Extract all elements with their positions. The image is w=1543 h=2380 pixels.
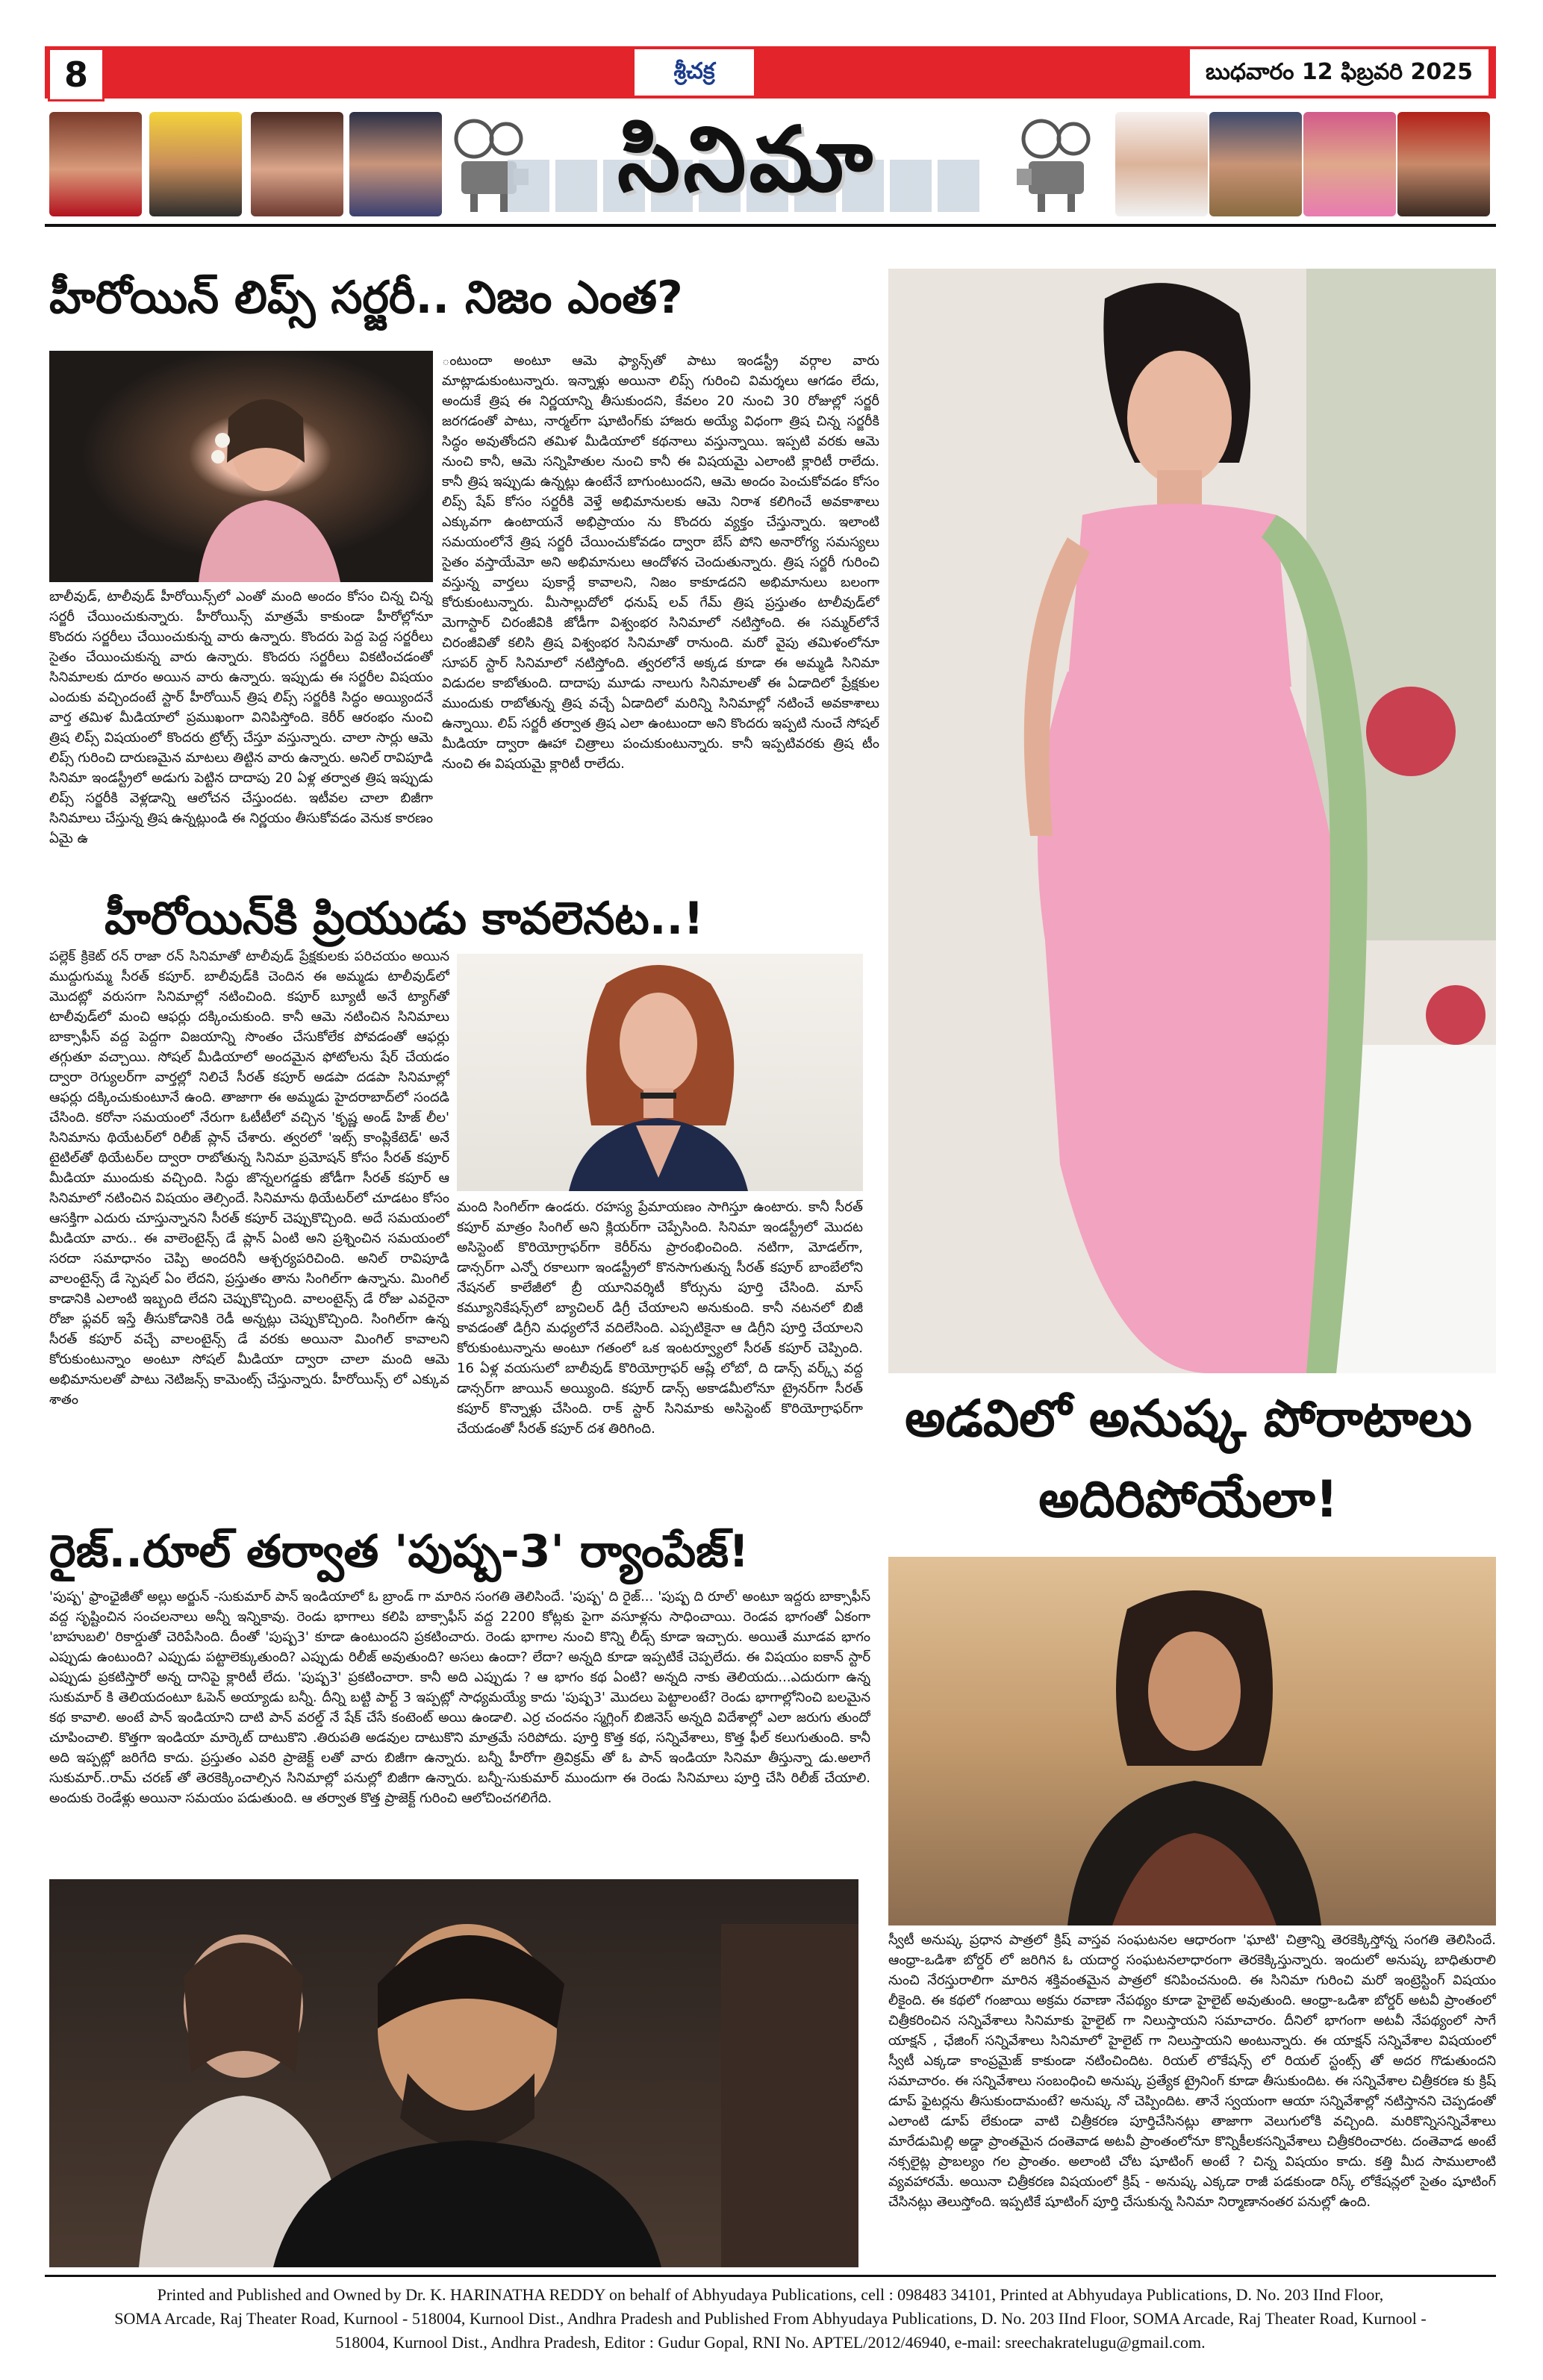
imprint-footer <box>45 2275 1496 2373</box>
issue-date: బుధవారం 12 ఫిబ్రవరి 2025 <box>1190 49 1489 96</box>
page-number: 8 <box>48 48 105 101</box>
anushka-ghaati-photo <box>888 1557 1496 1925</box>
header-divider <box>45 224 1496 227</box>
banner-portrait-5 <box>1115 112 1208 216</box>
imprint-line-3: 518004, Kurnool Dist., Andhra Pradesh, Editor : Gudur Gopal, RNI No. APTEL/2012/46940, e-mail: sreechakratelugu@gmail.com. <box>335 2333 1206 2352</box>
article2-column1: పల్లెక్ క్రికెట్ రన్ రాజా రన్ సినిమాతో టాలీవుడ్ ప్రేక్షకులకు పరిచయం అయిన ముద్దుగుమ్మ సీరత్ కపూర్. బాలీవుడ్‌కి చెందిన ఈ అమ్మడు టాలీవుడ్‌లో మొదట్లో వరుసగా సినిమాల్లో నటించింది. కపూర్ బ్యూటీ అనే ట్యాగ్‌తో టాలీవుడ్‌లో మంచి ఆఫర్లు దక్కించుకుంది. కానీ ఆమె నటించిన సినిమాలు బాక్సాఫీస్ వద్ద పెద్దగా విజయాన్ని సొంతం చేసుకోలేక పోవడంతో ఆఫర్లు తగ్గుతూ వచ్చాయి. సోషల్ మీడియాలో అందమైన ఫోటోలను షేర్ చేయడం ద్వారా రెగ్యులర్‌గా వార్తల్లో నిలిచే సీరత్ కపూర్ అడపా దడపా సినిమాల్లో ఆఫర్లు దక్కించుకుంటూనే ఉంది. తాజాగా ఈ అమ్మడు హైదరాబాద్‌లో సందడి చేసింది. కరోనా సమయంలో నేరుగా ఓటీటీలో వచ్చిన 'కృష్ణ అండ్ హిజ్ లీల' సినిమాను థియేటర్‌లో రిలీజ్ ప్లాన్ చేశారు. త్వరలో 'ఇట్స్ కాంప్లికేటెడ్' అనే టైటిల్‌తో థియేటర్‌ల ద్వారా రాబోతున్న సినిమా ప్రమోషన్ కోసం సీరత్ కపూర్ మీడియా ముందుకు వచ్చింది. సిద్ధు జొన్నలగడ్డకు జోడీగా సీరత్ కపూర్ ఆ సినిమాలో నటించిన విషయం తెల్సిందే. సినిమాను థియేటర్‌లో చూడటం కోసం ఆసక్తిగా ఎదురు చూస్తున్నానని సీరత్ కపూర్ చెప్పుకొచ్చింది. అదే సమయంలో మీడియా వారు.. ఈ వాలెంటైన్స్ డే ప్లాన్ ఏంటి అని ప్రశ్నించిన సమయంలో సరదా సమాధానం చెప్పి అందరినీ ఆశ్చర్యపరిచింది. అనిల్ రావిపూడి వాలంటైన్స్ డే స్పెషల్ ఏం లేదని, ప్రస్తుతం తాను సింగిల్‌గా ఉన్నాను. మింగిల్ కాడానికి ఎలాంటి ఇబ్బంది లేదని చెప్పుకొచ్చింది. వాలంటైన్స్ డే రోజు ఎవరైనా రోజా ఫ్లవర్ ఇస్తే తీసుకోడానికి రెడీ అన్నట్లు చెప్పుకొచ్చింది. సింగిల్‌గా ఉన్న సీరత్ కపూర్ వచ్చే వాలంటైన్స్ డే వరకు అయినా మింగిల్ కావాలని కోరుకుంటున్నాం అంటూ సోషల్ మీడియా ద్వారా చాలా మంది ఆమె అభిమానులతో పాటు నెటిజన్స్ కామెంట్స్ చేస్తున్నారు. హీరోయిన్స్ లో ఎక్కువ శాతం <box>49 949 449 1408</box>
article1-column2: ంటుందా అంటూ ఆమె ఫ్యాన్స్‌తో పాటు ఇండస్ట్రీ వర్గాల వారు మాట్లాడుకుంటున్నారు. ఇన్నాళ్లు అయినా లిప్స్ గురించి విమర్శలు ఆగడం లేదు, అందుకే త్రిష ఈ నిర్ణయాన్ని తీసుకుందని, కేవలం 20 నుంచి 30 రోజుల్లో సర్జరీ జరగడంతో పాటు, నార్మల్‌గా షూటింగ్‌కు హాజరు అయ్యే విధంగా త్రిష చిన్న సర్జరీకి సిద్ధం అవుతోందని తమిళ మీడియాలో కథనాలు వస్తున్నాయి. ఇప్పటి వరకు ఆమె నుంచి కానీ, ఆమె సన్నిహితుల నుంచి కానీ ఈ విషయమై ఎలాంటి క్లారిటీ రాలేదు. కానీ త్రిష ఇప్పుడు ఉన్నట్లు ఉంటేనే బాగుంటుందని, ఆమె అందం పెంచుకోవడం కోసం లిప్స్ షేప్ కోసం సర్జరీకి వెళ్తే అభిమానులకు ఆమె నిరాశ కలిగించే అవకాశాలు ఎక్కువగా ఉంటాయనే అభిప్రాయం ను కొందరు వ్యక్తం చేస్తున్నారు. ఇలాంటి సమయంలోనే త్రిష సర్జరీ చేయించుకోవడం ద్వారా బేస్ పోని అనారోగ్య సమస్యలు సైతం వస్తాయేమో అని అభిమానులు ఆందోళన చెందుతున్నారు. త్రిష సర్జరీ గురించి వస్తున్న వార్తలు పుకార్లే కావాలని, నిజం కాకూడదని అభిమానులు బలంగా కోరుకుంటున్నారు. మీసాల్లుదోలో ధనుష్ లవ్ గేమ్ త్రిష ప్రస్తుతం టాలీవుడ్‌లో మెగాస్టార్ చిరంజీవికి జోడీగా విశ్వంభర సినిమాలో నటిస్తోంది. ఈ సమ్మర్‌లోనే చిరంజీవితో కలిసి త్రిష విశ్వంభర సినిమాతో రానుంది. మరో వైపు తమిళంలోనూ సూపర్ స్టార్ సినిమాలో నటిస్తోంది. త్వరలోనే అక్కడ కూడా ఈ అమ్మడి సినిమా విడుదల కాబోతుంది. దాదాపు మూడు నాలుగు సినిమాలతో ఈ ఏడాదిలో ప్రేక్షకుల ముందుకు రాబోతున్న త్రిష వచ్చే ఏడాదిలో మరిన్ని సినిమాల్లో నటించే అవకాశాలు ఉన్నాయి. లిప్ సర్జరీ తర్వాత త్రిష ఎలా ఉంటుందా అని కొందరు ఇప్పటి నుంచే సోషల్ మీడియా ద్వారా ఊహా చిత్రాలు పంచుకుంటున్నారు. కానీ ఇప్పటివరకు త్రిష టీం నుంచి ఈ విషయమై క్లారిటీ రాలేదు. <box>442 353 879 772</box>
banner-portrait-2 <box>149 112 242 216</box>
newspaper-logo: శ్రీచక్ర <box>635 49 754 96</box>
banner-portrait-7 <box>1303 112 1396 216</box>
trisha-photo <box>49 351 433 582</box>
article4-body: స్వీటీ అనుష్క ప్రధాన పాత్రలో క్రిష్ వాస్తవ సంఘటనల ఆధారంగా 'ఘాటి' చిత్రాన్ని తెరకెక్కిస్తోన్న సంగతి తెలిసిందే. ఆంధ్రా-ఒడిశా బోర్డర్ లో జరిగిన ఓ యదార్ధ సంఘటనలాధారంగా తెరకెక్కిస్తున్నారు. ఇందులో అనుష్క బాధితురాలి నుంచి నేరస్తురాలిగా మారిన శక్తివంతమైన పాత్రలో కనిపించనుంది. ఈ సినిమా గురించి మరో ఇంట్రెస్టింగ్ విషయం లీకైంది. ఈ కథలో గంజాయి అక్రమ రవాణా నేపథ్యం కూడా హైలైట్ అవుతుంది. ఆంధ్రా-ఒడిశా బోర్డర్ అటవీ ప్రాంతంలో చిత్రీకరించిన సన్నివేశాలు సినిమాకు హైలైట్ గా నిలుస్తాయని సమాచారం. దీనిలో భాగంగా అటవీ నేపథ్యంలో సాగే యాక్షన్ , ఛేజింగ్ సన్నివేశాలు సినిమాలో హైలైట్ గా నిలుస్తాయని అంటున్నారు. ఈ యాక్షన్ సన్నివేశాల విషయంలో స్వీటీ ఎక్కడా కాంప్రమైజ్ కాకుండా నటించిందిట. రియల్ లొకేషన్స్ లో రియల్ స్టంట్స్ తో అదర గొడుతుందని సమాచారం. ఈ సన్నివేశాలు సంబంధించి అనుష్క ప్రత్యేక ట్రైనింగ్ కూడా తీసుకుందిట. ఈ సన్నివేశాల చిత్రీకరణ కు క్రిష్ డూప్ ఫైటర్లను తీసుకుందామంటే? అనుష్క నో చెప్పిందిట. తానే స్వయంగా ఆయా సన్నివేశాల్లో నటిస్తానని చెప్పడంతో ఎలాంటి డూప్ లేకుండా వాటి చిత్రీకరణ పూర్తిచేసినట్లు తాజాగా వెలుగులోకి వచ్చింది. మరికొన్నిసన్నివేశాలు మారేడుమిల్లి అడ్డా ప్రాంతమైన దంతెవాడ అటవీ ప్రాంతంలోనూ కొన్నికీలకసన్నివేశాలు చిత్రీకరించారట. దంతెవాడ అంటే నక్సలైట్ల ప్రాబల్యం గల ప్రాంతం. అలాంటి చోట షూటింగ్ అంటే ? చిన్న విషయం కాదు. కత్తి మీద సాములాంటి వ్యవహారమే. అయినా చిత్రీకరణ విషయంలో క్రిష్ - అనుష్క ఎక్కడా రాజీ పడకుండా రిస్క్ లోకేషన్లలో సైతం షూటింగ్ చేసినట్లు తెలుస్తోంది. ఇప్పటికే షూటింగ్ పూర్తి చేసుకున్న సినిమా నిర్మాణానంతర పనుల్లో ఉంది. <box>888 1932 1496 2210</box>
banner-portrait-1 <box>49 112 142 216</box>
article4-headline-line2: అదిరిపోయేలా! <box>1038 1470 1338 1529</box>
article3-headline: రైజ్..రూల్ తర్వాత 'పుష్ప-3' ర్యాంపేజ్! <box>49 1525 749 1578</box>
banner-portrait-3 <box>251 112 343 216</box>
allu-arjun-photo <box>49 1879 858 2267</box>
imprint-line-1: Printed and Published and Owned by Dr. K. HARINATHA REDDY on behalf of Abhyudaya Publications, cell : 098483 34101, Printed at Abhyudaya Publications, D. No. 203 IInd Floor, <box>157 2285 1384 2304</box>
imprint-line-2: SOMA Arcade, Raj Theater Road, Kurnool - 518004, Kurnool Dist., Andhra Pradesh and Published From Abhyudaya Publications, D. No. 203 IInd Floor, SOMA Arcade, Raj Theater Road, Kurnool - <box>114 2309 1427 2328</box>
article1-headline: హీరోయిన్ లిప్స్ సర్జరీ.. నిజం ఎంత? <box>49 272 683 324</box>
banner-portrait-8 <box>1397 112 1490 216</box>
banner-portrait-6 <box>1209 112 1302 216</box>
banner-portrait-4 <box>349 112 442 216</box>
article3-body: 'పుష్ప' ఫ్రాంఛైజీతో అల్లు అర్జున్ -సుకుమార్ పాన్ ఇండియాలో ఓ బ్రాండ్ గా మారిన సంగతి తెలిసిందే. 'పుష్ప' ది రైజ్... 'పుష్ప ది రూల్' అంటూ ఇద్దరు బాక్సాఫీస్ వద్ద సృష్టించిన సంచలనాలు అన్నీ ఇన్నికావు. రెండు భాగాలు కలిపి బాక్సాఫీస్ వద్ద 2200 కోట్లకు పైగా వసూళ్లను సాధించాయి. రెండవ భాగంతో ఏకంగా 'బాహుబలి' రికార్డుతో చెరిపేసింది. దీంతో 'పుష్ప3' కూడా ఉంటుందని ప్రకటించారు. రెండు భాగాల నుంచి కొన్ని లీడ్స్ కూడా ఇచ్చారు. అయితే మూడవ భాగం ఎప్పుడు ఉంటుంది? ఎప్పుడు పట్టాలెక్కుతుంది? ఎప్పుడు రిలీజ్ అవుతుంది? అసలు ఉందా? లేదా? అన్నది కూడా ఇప్పటికే చెప్పలేదు. ఈ విషయం ఐకాన్ స్టార్ ఎప్పుడు ప్రకటిస్తారో అన్న దానిపై క్లారిటీ లేదు. 'పుష్ప3' ప్రకటించారా. కానీ అది ఎప్పుడు ? ఆ భాగం కథ ఏంటి? అన్నది నాకు తెలియదు...ఎదురుగా ఉన్న సుకుమార్ కి తెలియదంటూ ఓపెన్ అయ్యాడు బన్నీ. దీన్ని బట్టి పార్ట్ 3 ఇప్పట్లో సాధ్యమయ్యే కాదు 'పుష్ప3' మొదలు పెట్టాలంటే? రెండు భాగాల్లోనించి బలమైన కథ కావాలి. అంటే పాన్ ఇండియాని దాటి పాన్ వరల్డ్ నే షేక్ చేసే కంటెంట్ అయి ఉండాలి. ఎర్ర చందనం స్మగ్లింగ్ బిజినెస్ అన్నది విదేశాల్లో ఎలా జరుగు తుందో చూపించాలి. కొత్తగా ఇండియా మార్కెట్ దాటుకొని .తిరుపతి అడవుల దాటుకొని మాత్రమే సరిపోదు. పూర్తి కొత్త కథ, సన్నివేశాలు, కొత్త ఫీల్ కలుగుతుంది. కానీ అది ఇప్పట్లో జరిగేది కాదు. ప్రస్తుతం ఎవరి ప్రాజెక్ట్ లతో వారు బిజీగా ఉన్నారు. బన్నీ హీరోగా త్రివిక్రమ్ తో ఓ పాన్ ఇండియా సినిమా తీస్తున్నా డు.అలాగే సుకుమార్..రామ్ చరణ్ తో తెరకెక్కించాల్సిన సినిమాల్లో పనుల్లో బిజీగా ఉన్నారు. బన్నీ-సుకుమార్ ముందుగా ఈ రెండు సినిమాలు పూర్తి చేసి రిలీజ్ చేయాలి. అందుకు రెండేళ్లు అయినా సమయం పడుతుంది. ఆ తర్వాత కొత్త ప్రాజెక్ట్ గురించి ఆలోచించగలిగేది. <box>49 1589 870 1806</box>
article1-column1: బాలీవుడ్, టాలీవుడ్ హీరోయిన్స్‌లో ఎంతో మంది అందం కోసం చిన్న చిన్న సర్జరీ చేయించుకున్నారు. హీరోయిన్స్ మాత్రమే కాకుండా హీరోల్లోనూ కొందరు సర్జరీలు చేయించుకున్న వారు ఉన్నారు. కొందరు పెద్ద పెద్ద సర్జరీలు సైతం చేయించుకున్న వారు ఉన్నారు. కొందరు సర్జరీలు వికటించడంతో సినిమాలకు దూరం అయిన వారు ఉన్నారు. ఇప్పుడు ఈ సర్జరీల విషయం ఎందుకు వచ్చిందంటే స్టార్ హీరోయిన్ త్రిష లిప్స్ సర్జరీకి సిద్ధం అయ్యిందనే వార్త తమిళ మీడియాలో ప్రముఖంగా వినిపిస్తోంది. కెరీర్ ఆరంభం నుంచి త్రిష లిప్స్ విషయంలో కొందరు ట్రోల్స్ చేస్తూ వస్తున్నారు. చాలా సార్లు ఆమె లిప్స్ గురించి దారుణమైన మాటలు తిట్టిన వారు ఉన్నారు. అనిల్ రావిపూడి సినిమా ఇండస్ట్రీలో అడుగు పెట్టిన దాదాపు 20 ఏళ్ల తర్వాత త్రిష ఇప్పుడు లిప్స్ సర్జరీకి వెళ్లడాన్ని ఆలోచన చేస్తుందట. ఇటీవల చాలా బిజీగా సినిమాలు చేస్తున్న త్రిష ఉన్నట్లుండి ఈ నిర్ణయం తీసుకోవడం వెనుక కారణం ఏమై ఉ <box>49 589 433 846</box>
projector-icon-right <box>1015 116 1097 213</box>
seerat-kapoor-photo <box>457 954 863 1191</box>
heroine-pink-saree-photo <box>888 269 1496 1373</box>
article4-headline-line1: అడవిలో అనుష్క పోరాటాలు <box>905 1390 1472 1449</box>
article2-headline: హీరోయిన్‌కి ప్రియుడు కావలెనట..! <box>105 893 704 945</box>
article2-column2: మంది సింగిల్‌గా ఉండరు. రహస్య ప్రేమాయణం సాగిస్తూ ఉంటారు. కానీ సీరత్ కపూర్ మాత్రం సింగిల్ అని క్లియర్‌గా చెప్పేసింది. సినిమా ఇండస్ట్రీలో మొదట అసిస్టెంట్ కొరియోగ్రాఫర్‌గా కెరీర్‌ను ప్రారంభించింది. నటిగా, మోడల్‌గా, డాన్సర్‌గా ఎన్నో రకాలుగా ఇండస్ట్రీలో కొనసాగుతున్న సీరత్ కపూర్ బాంబేలోని నేషనల్ కాలేజీలో బ్రీ యూనివర్శిటీ కోర్సును పూర్తి చేసింది. మాస్ కమ్యూనికేషన్స్‌లో బ్యాచిలర్ డిగ్రీ చేయాలని అనుకుంది. కానీ నటనలో బిజీ కావడంతో డిగ్రీని మధ్యలోనే వదిలేసింది. ఎప్పటికైనా ఆ డిగ్రీని పూర్తి చేయాలని కోరుకుంటున్నాను అంటూ గతంలో ఒక ఇంటర్వ్యూలో సీరత్ కపూర్ చెప్పింది. 16 ఏళ్ల వయసులో బాలీవుడ్ కొరియోగ్రాఫర్ ఆష్లే లోబో, ది డాన్స్ వర్క్స్ వద్ద డాన్సర్‌గా జాయిన్ అయ్యింది. కపూర్ డాన్స్ అకాడమీలోనూ ట్రైనర్‌గా సీరత్ కపూర్ కొన్నాళ్లు చేసింది. రాక్ స్టార్ సినిమాకు అసిస్టెంట్ కొరియోగ్రాఫర్‌గా చేయడంతో సీరత్ కపూర్ దశ తిరిగింది. <box>457 1199 863 1437</box>
section-title: సినిమా <box>617 108 876 212</box>
